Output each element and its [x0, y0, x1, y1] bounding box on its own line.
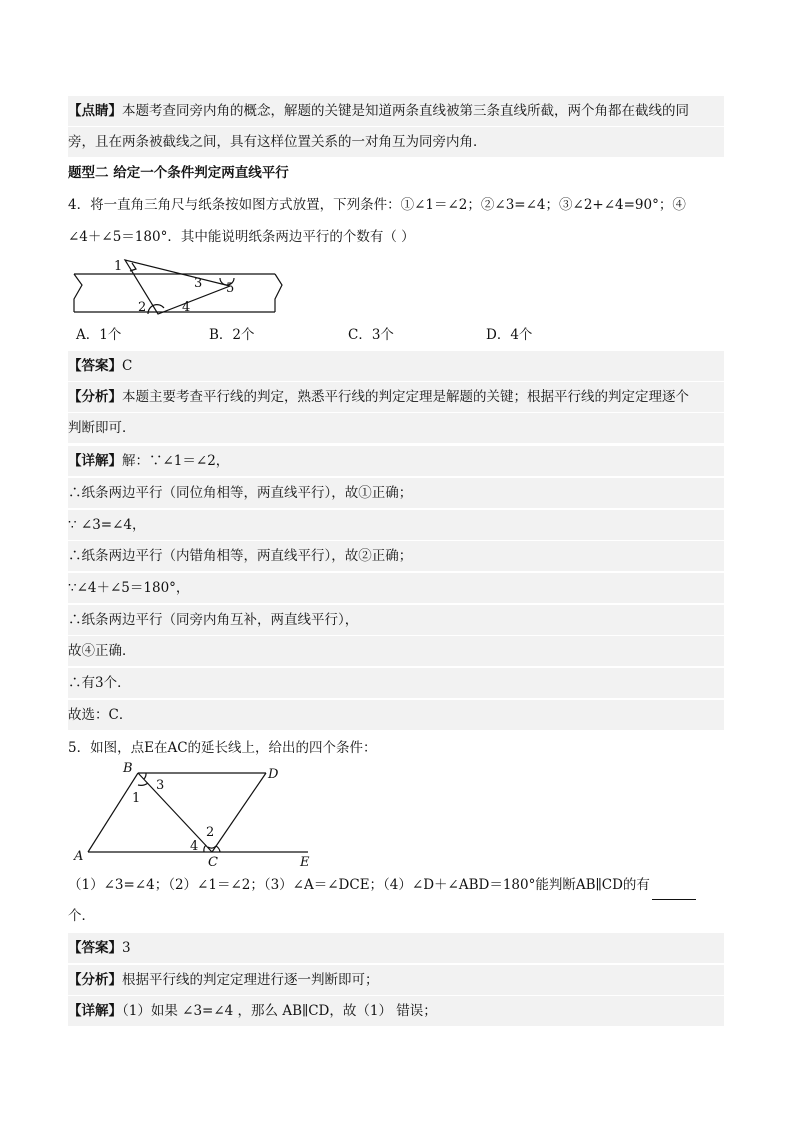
q5-label-c: C: [208, 855, 218, 870]
q4-analysis-line-1: 【分析】本题主要考查平行线的判定，熟悉平行线的判定定理是解题的关键；根据平行线的判定定理逐个: [68, 382, 724, 412]
section-title: 题型二 给定一个条件判定两直线平行: [68, 165, 289, 181]
angle-1-arc: [138, 783, 148, 785]
q5-label-e: E: [300, 855, 310, 870]
option-b: B．2个: [209, 327, 255, 343]
q5-conditions: （1）∠3=∠4；（2）∠1＝∠2；（3）∠A＝∠DCE；（4）∠D＋∠ABD＝180°能判断AB∥CD的有: [68, 870, 724, 900]
q4-stem-line-1: 4．将一直角三角尺与纸条按如图方式放置，下列条件：①∠1＝∠2；②∠3=∠4；③∠2+∠4=90°；④: [68, 197, 686, 213]
q5-analysis: 【分析】根据平行线的判定定理进行逐一判断即可；: [68, 965, 724, 995]
q4-detail-line-8: 故选：C．: [68, 700, 724, 730]
segment-cd: [212, 773, 266, 852]
q4-label-5: 5: [226, 281, 235, 296]
q4-figure: [70, 252, 285, 318]
q4-detail-line-0: 【详解】解：∵∠1＝∠2，: [68, 446, 724, 476]
q5-label-d: D: [268, 767, 279, 782]
q4-detail-line-2: ∵ ∠3=∠4，: [68, 510, 724, 540]
q4-detail-line-3: ∴纸条两边平行（内错角相等，两直线平行），故②正确；: [68, 541, 724, 571]
option-c: C．3个: [348, 327, 394, 343]
dianjing-label: 【点睛】: [68, 103, 122, 119]
q5-answer: 【答案】3: [68, 933, 724, 963]
q5-label-4: 4: [190, 839, 199, 854]
strip-right-tear: [275, 274, 282, 312]
q4-label-4: 4: [182, 300, 191, 315]
dianjing-line-2: 旁，且在两条被截线之间，具有这样位置关系的一对角互为同旁内角．: [68, 127, 724, 157]
q4-stem-line-2: ∠4＋∠5＝180°．其中能说明纸条两边平行的个数有（ ）: [68, 229, 415, 245]
option-a: A．1个: [76, 327, 122, 343]
option-d: D．4个: [486, 327, 533, 343]
q4-label-2: 2: [138, 300, 147, 315]
q4-detail-line-5: ∴纸条两边平行（同旁内角互补，两直线平行），: [68, 605, 724, 635]
q4-analysis-line-2: 判断即可．: [68, 413, 724, 443]
q5-label-b: B: [123, 761, 133, 776]
angle-dce-arc: [216, 846, 220, 852]
q5-detail: 【详解】（1）如果 ∠3=∠4 ，那么 AB∥CD，故（1） 错误；: [68, 996, 724, 1026]
q4-detail-line-6: 故④正确．: [68, 636, 724, 666]
segment-bc: [138, 773, 215, 852]
q5-stem: 5．如图，点E在AC的延长线上，给出的四个条件：: [68, 740, 377, 756]
angle-4-arc: [204, 845, 206, 852]
q4-detail-line-1: ∴纸条两边平行（同位角相等，两直线平行），故①正确；: [68, 478, 724, 508]
angle-3-arc: [144, 773, 146, 779]
q5-line-end: 个．: [68, 908, 95, 924]
q4-label-1: 1: [114, 259, 123, 274]
segment-ab: [88, 773, 141, 852]
angle-2-arc: [208, 846, 216, 848]
answer-blank: [652, 885, 696, 900]
q5-label-2: 2: [206, 825, 215, 840]
q4-detail-line-4: ∵∠4＋∠5＝180°，: [68, 573, 724, 603]
strip-left-tear: [74, 274, 82, 312]
q5-figure: [68, 758, 328, 872]
q5-label-1: 1: [132, 791, 141, 806]
q5-label-3: 3: [156, 778, 165, 793]
q5-label-a: A: [74, 849, 84, 864]
q4-label-3: 3: [194, 276, 203, 291]
q4-answer: 【答案】C: [68, 351, 724, 381]
dianjing-line-1: 【点睛】本题考查同旁内角的概念，解题的关键是知道两条直线被第三条直线所截，两个角都在截线的同: [68, 96, 724, 126]
q4-detail-line-7: ∴有3个．: [68, 668, 724, 698]
